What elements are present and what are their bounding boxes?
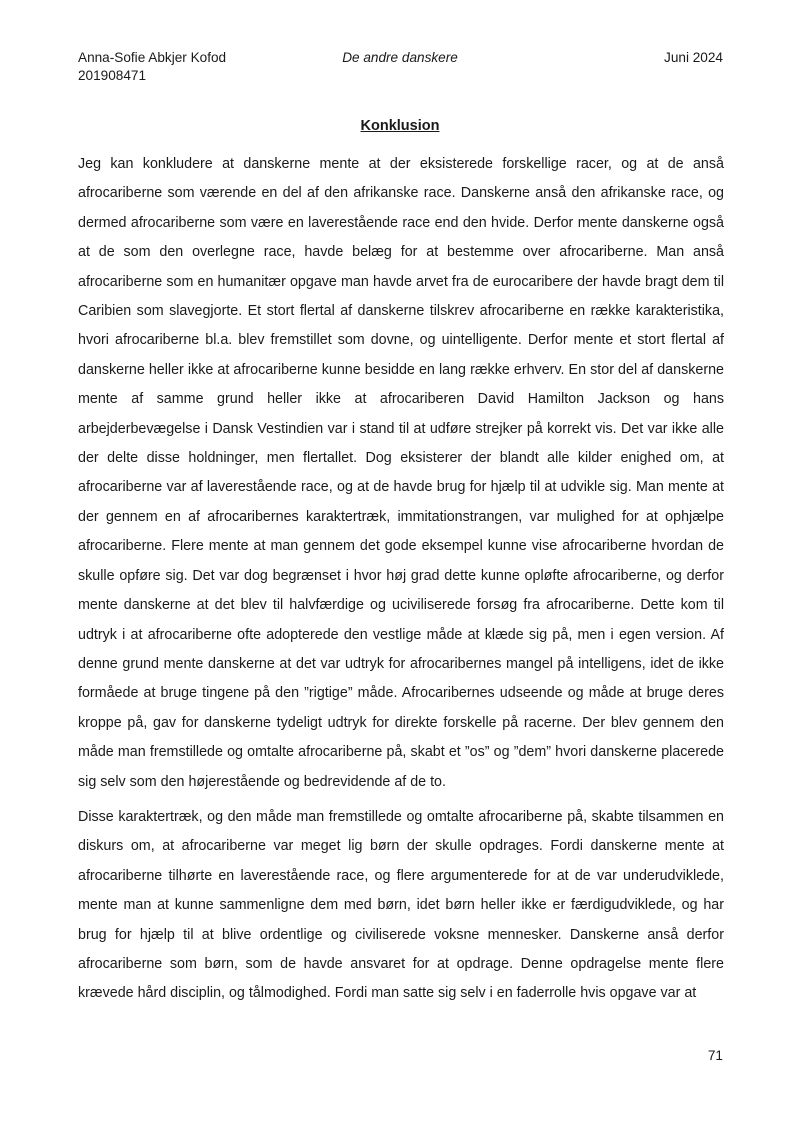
body-paragraph-2: Disse karaktertræk, og den måde man fremstillede og omtalte afrocariberne på, skabte tilsammen en diskurs om, at afrocariberne var meget lig børn der skulle opdrages. Fordi danskerne mente at afrocariberne tilhørte en laverestående race, og flere argumenterede for at de var underudviklede, mente man at kunne sammenligne dem med børn, idet børn heller ikke er færdigudviklede, og har brug for hjælp til at blive ordentlige og civiliserede voksne mennesker. Danskerne anså derfor afrocariberne som børn, som de havde ansvaret for at opdrage. Denne opdragelse mente flere krævede hård disciplin, og tålmodighed. Fordi man satte sig selv i en faderrolle hvis opgave var at xyxy=(78,808,724,1002)
section-title: Konklusion xyxy=(360,118,440,134)
body-paragraph-1: Jeg kan konkludere at danskerne mente at der eksisterede forskellige racer, og at de anså afrocariberne som værende en del af den afrikanske race. Danskerne anså den afrikanske race, og dermed afrocariberne som være en laverestående race end den hvide. Derfor mente danskerne også at de som den overlegne race, havde belæg for at bestemme over afrocariberne. Man anså afrocariberne som en humanitær opgave man havde arvet fra de eurocaribere der havde bragt dem til Caribien som slavegjorte. Et stort flertal af danskerne tilskrev afrocariberne en række karakteristika, hvori afrocariberne bl.a. blev fremstillet som dovne, og uintelligente. Derfor mente et stort flertal af danskerne heller ikke at afrocariberne kunne besidde en lang række erhverv. En stor del af danskerne mente af samme grund heller ikke at afrocariberen David Hamilton Jackson og hans arbejderbevægelse i Dansk Vestindien var i stand til at udføre strejker på korrekt vis. Det var ikke alle der delte disse holdninger, men flertallet. Dog eksisterer der blandt alle kilder enighed om, at afrocariberne var af laverestående race, og at de havde brug for hjælp til at udvikle sig. Man mente at der gennem en af afrocaribernes karaktertræk, immitationstrangen, var mulighed for at ophjælpe afrocariberne. Flere mente at man gennem det gode eksempel kunne vise afrocariberne hvordan de skulle opføre sig. Det var dog begrænset i hvor høj grad dette kunne opløfte afrocariberne, og derfor mente danskerne at det blev til halvfærdige og uciviliserede forsøg fra afrocariberne. Dette kom til udtryk i at afrocariberne ofte adopterede den vestlige måde at klæde sig på, men i egen version. Af denne grund mente danskerne at det var udtryk for afrocaribernes mangel på intelligens, idet de ikke formåede at bruge tingene på den ”rigtige” måde. Afrocaribernes udseende og måde at bruge deres kroppe på, gav for danskerne tydeligt udtryk for direkte forskelle på racerne. Der blev gennem den måde man fremstillede og omtalte afrocariberne på, skabt et ”os” og ”dem” hvori danskerne placerede sig selv som den højerestående og bedrevidende af de to. xyxy=(78,156,724,790)
header-document-title: De andre danskere xyxy=(342,50,458,65)
body-text xyxy=(78,150,724,1009)
header-student-id: 201908471 xyxy=(78,68,147,83)
header-date: Juni 2024 xyxy=(664,50,723,65)
page-number: 71 xyxy=(707,1048,723,1063)
header-author: Anna-Sofie Abkjer Kofod xyxy=(78,50,227,65)
